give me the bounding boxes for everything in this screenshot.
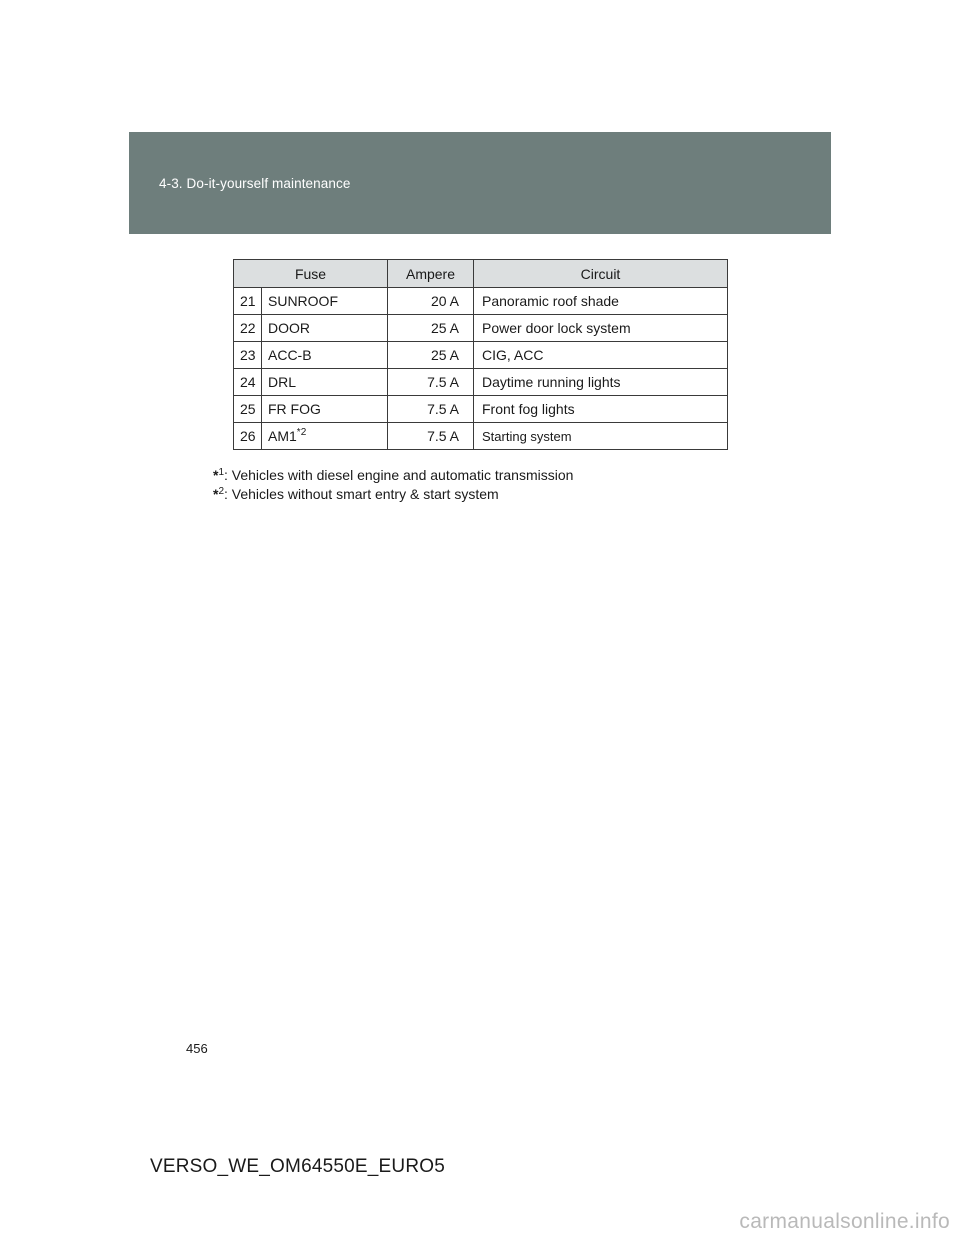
fuse-number: 22 (234, 315, 262, 342)
fuse-name: DRL (262, 369, 388, 396)
document-code: VERSO_WE_OM64550E_EURO5 (150, 1156, 445, 1177)
section-title: 4-3. Do-it-yourself maintenance (159, 176, 351, 191)
column-header-circuit: Circuit (474, 260, 728, 288)
table-row (234, 369, 728, 396)
fuse-name: DOOR (262, 315, 388, 342)
fuse-circuit: Starting system (474, 423, 728, 450)
fuse-ampere: 7.5 A (388, 423, 474, 450)
footnote-2 (213, 485, 573, 504)
fuse-name-cell (262, 423, 388, 450)
section-header-band (129, 132, 831, 234)
footnote-marker: *2 (296, 427, 307, 438)
footnote-text: : Vehicles without smart entry & start system (224, 486, 499, 502)
column-header-ampere: Ampere (388, 260, 474, 288)
watermark: carmanualsonline.info (739, 1210, 950, 1233)
fuse-circuit: Panoramic roof shade (474, 288, 728, 315)
table-row (234, 396, 728, 423)
fuse-circuit: Power door lock system (474, 315, 728, 342)
fuse-circuit: Daytime running lights (474, 369, 728, 396)
page-number: 456 (186, 1041, 208, 1056)
fuse-number: 23 (234, 342, 262, 369)
fuse-number: 24 (234, 369, 262, 396)
footnote-number: 1 (218, 467, 225, 478)
fuse-circuit: Front fog lights (474, 396, 728, 423)
footnote-number: 2 (218, 486, 225, 497)
table-header-row (234, 260, 728, 288)
table-row (234, 288, 728, 315)
fuse-ampere: 7.5 A (388, 369, 474, 396)
fuse-ampere: 25 A (388, 342, 474, 369)
footnote-asterisk: * (213, 486, 219, 502)
fuse-number: 21 (234, 288, 262, 315)
footnote-1 (213, 466, 573, 485)
fuse-ampere: 7.5 A (388, 396, 474, 423)
fuse-table (233, 259, 728, 450)
footnote-text: : Vehicles with diesel engine and automatic transmission (224, 467, 574, 483)
fuse-name: AM1 (268, 428, 297, 444)
fuse-ampere: 25 A (388, 315, 474, 342)
fuse-number: 25 (234, 396, 262, 423)
fuse-name: SUNROOF (262, 288, 388, 315)
footnotes (213, 466, 573, 504)
fuse-circuit: CIG, ACC (474, 342, 728, 369)
fuse-name: FR FOG (262, 396, 388, 423)
fuse-name: ACC-B (262, 342, 388, 369)
table-row (234, 342, 728, 369)
table-row (234, 423, 728, 450)
table-row (234, 315, 728, 342)
fuse-ampere: 20 A (388, 288, 474, 315)
column-header-fuse: Fuse (234, 260, 388, 288)
fuse-number: 26 (234, 423, 262, 450)
footnote-asterisk: * (213, 467, 219, 483)
